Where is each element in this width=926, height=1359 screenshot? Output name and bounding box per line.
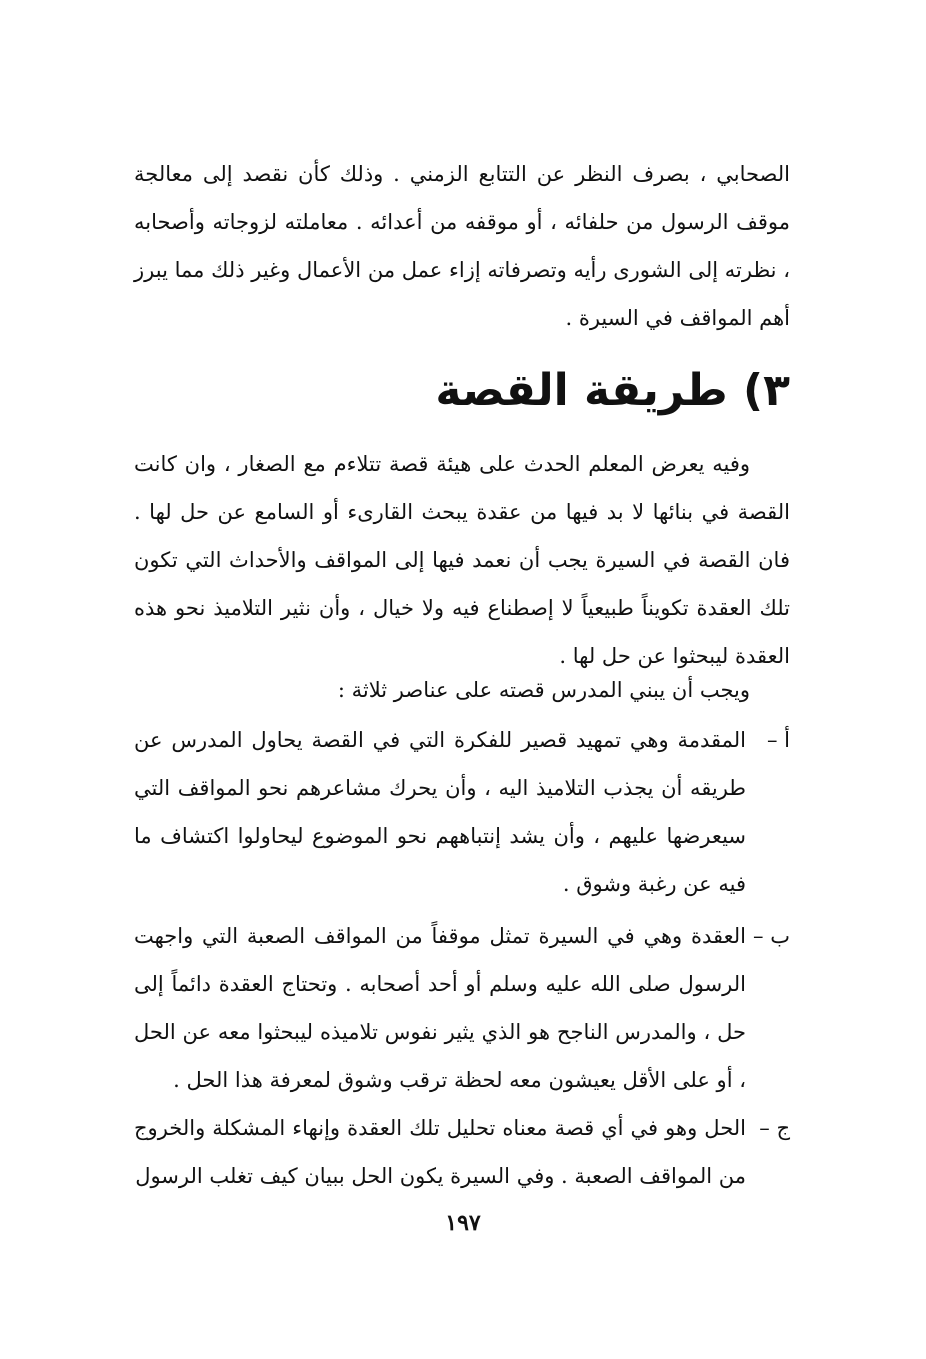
section-heading: ٣) طريقة القصة bbox=[435, 365, 790, 416]
list-item-introduction bbox=[134, 716, 790, 908]
paragraph-intro: الصحابي ، بصرف النظر عن التتابع الزمني . وذلك كأن نقصد إلى معالجة موقف الرسول من حلفائه ، أو موقفه من أعدائه . معاملته لزوجاته وأصحابه ، نظرته إلى الشورى رأيه وتصرفاته إزاء عمل من الأعمال وغير ذلك مما يبرز أهم المواقف في السيرة . bbox=[134, 162, 790, 330]
paragraph-story-method: وفيه يعرض المعلم الحدث على هيئة قصة تتلاءم مع الصغار ، وان كانت القصة في بنائها لا بد فيها من عقدة يبحث القارىء أو السامع عن حل لها . فان القصة في السيرة يجب أن نعمد فيها إلى المواقف والأحداث التي تكون تلك العقدة تكويناً طبيعياً لا إصطناع فيه ولا خيال ، وأن نثير التلاميذ نحو هذه العقدة ليبحثوا عن حل لها . bbox=[134, 452, 790, 668]
list-item-text: العقدة وهي في السيرة تمثل موقفاً من المواقف الصعبة التي واجهت الرسول صلى الله عليه وسلم أو أحد أصحابه . وتحتاج العقدة دائماً إلى حل ، والمدرس الناجح هو الذي يثير نفوس تلاميذه ليبحثوا معه عن الحل ، أو على الأقل يعيشون معه لحظة ترقب وشوق لمعرفة هذا الحل . bbox=[134, 924, 746, 1092]
list-item-resolution bbox=[134, 1104, 790, 1200]
list-marker: أ – bbox=[766, 728, 790, 752]
list-marker: ب – bbox=[753, 924, 790, 948]
list-item-knot bbox=[134, 912, 790, 1104]
list-marker: ج – bbox=[759, 1116, 790, 1140]
page-number: ١٩٧ bbox=[445, 1210, 481, 1236]
list-item-text: المقدمة وهي تمهيد قصير للفكرة التي في القصة يحاول المدرس عن طريقه أن يجذب التلاميذ اليه ، وأن يحرك مشاعرهم نحو المواقف التي سيعرضها عليهم ، وأن يشد إنتباههم نحو الموضوع ليحاولوا اكتشاف ما فيه عن رغبة وشوق . bbox=[134, 728, 746, 896]
paragraph-three-elements: ويجب أن يبني المدرس قصته على عناصر ثلاثة : bbox=[337, 678, 750, 702]
list-item-text: الحل وهو في أي قصة معناه تحليل تلك العقدة وإنهاء المشكلة والخروج من المواقف الصعبة . وفي السيرة يكون الحل ببيان كيف تغلب الرسول bbox=[134, 1116, 746, 1188]
